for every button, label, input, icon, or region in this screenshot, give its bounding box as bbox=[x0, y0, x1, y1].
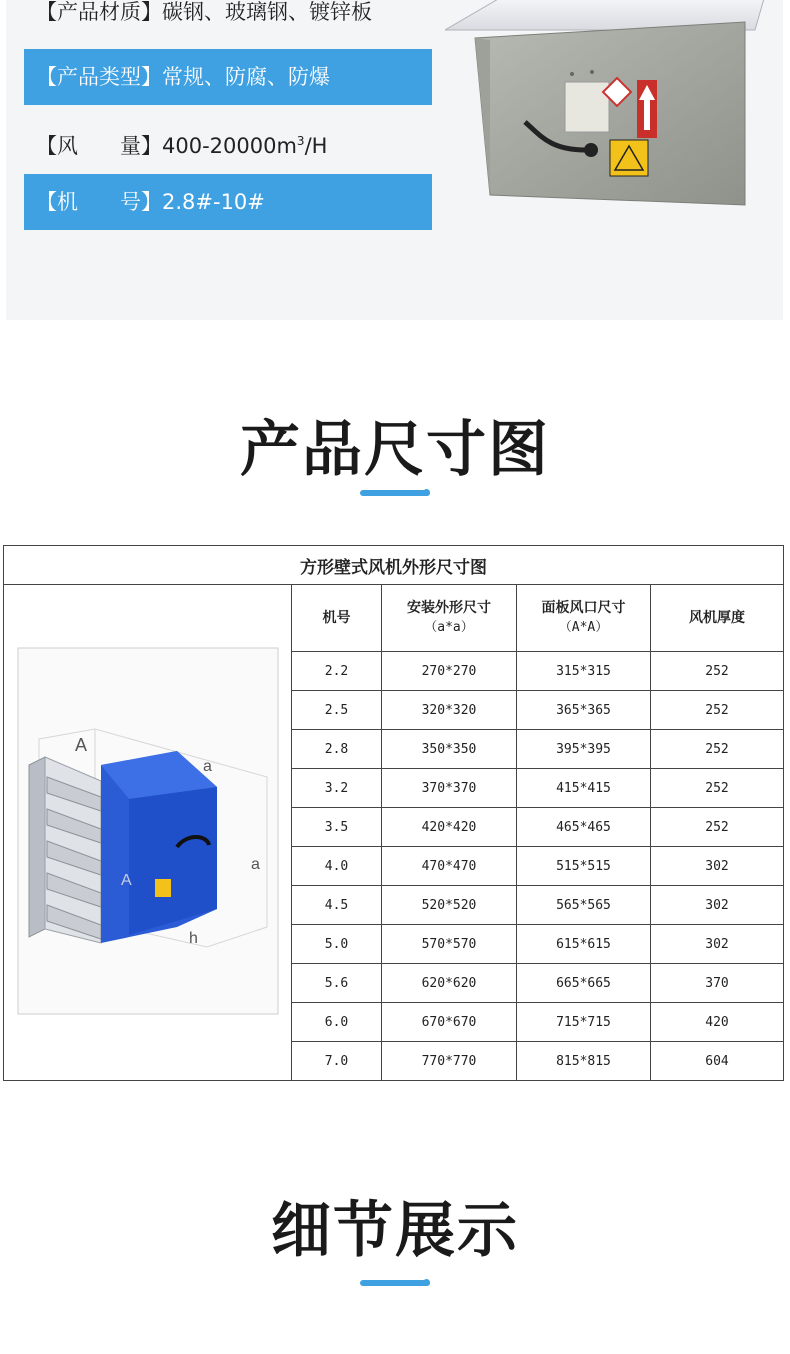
cell-model: 2.2 bbox=[292, 652, 382, 691]
col-header-model: 机号 bbox=[292, 585, 382, 652]
label-a-side: a bbox=[250, 855, 260, 873]
cell-panel-size: 415*415 bbox=[517, 769, 651, 808]
heading-underline bbox=[360, 490, 430, 496]
cell-install-size: 420*420 bbox=[382, 808, 517, 847]
cell-thickness: 302 bbox=[651, 886, 784, 925]
col-header-thickness: 风机厚度 bbox=[651, 585, 784, 652]
spec-material: 【产品材质】碳钢、玻璃钢、镀锌板 bbox=[36, 0, 372, 24]
cell-thickness: 252 bbox=[651, 808, 784, 847]
heading-dot bbox=[423, 489, 430, 496]
cell-install-size: 270*270 bbox=[382, 652, 517, 691]
cell-thickness: 252 bbox=[651, 652, 784, 691]
cell-thickness: 252 bbox=[651, 730, 784, 769]
cell-panel-size: 615*615 bbox=[517, 925, 651, 964]
cell-model: 3.5 bbox=[292, 808, 382, 847]
cell-model: 6.0 bbox=[292, 1003, 382, 1042]
fan-dimension-diagram bbox=[17, 647, 279, 1015]
cell-panel-size: 565*565 bbox=[517, 886, 651, 925]
section-title-details: 细节展示 bbox=[271, 1196, 519, 1266]
cell-model: 5.0 bbox=[292, 925, 382, 964]
cell-thickness: 252 bbox=[651, 691, 784, 730]
cell-panel-size: 465*465 bbox=[517, 808, 651, 847]
cell-panel-size: 395*395 bbox=[517, 730, 651, 769]
cell-panel-size: 365*365 bbox=[517, 691, 651, 730]
cell-panel-size: 315*315 bbox=[517, 652, 651, 691]
section-title-dimensions: 产品尺寸图 bbox=[240, 415, 550, 485]
cell-thickness: 302 bbox=[651, 847, 784, 886]
col-header-install-size: 安装外形尺寸 （a*a） bbox=[382, 585, 517, 652]
cell-install-size: 520*520 bbox=[382, 886, 517, 925]
spec-airflow: 【风 量】$400-20000m^3/H$ bbox=[36, 134, 328, 158]
cell-model: 5.6 bbox=[292, 964, 382, 1003]
cell-thickness: 420 bbox=[651, 1003, 784, 1042]
cell-thickness: 302 bbox=[651, 925, 784, 964]
cell-install-size: 570*570 bbox=[382, 925, 517, 964]
table-title: 方形壁式风机外形尺寸图 bbox=[4, 546, 784, 585]
cell-install-size: 770*770 bbox=[382, 1042, 517, 1081]
cell-model: 3.2 bbox=[292, 769, 382, 808]
cell-model: 7.0 bbox=[292, 1042, 382, 1081]
cell-model: 4.0 bbox=[292, 847, 382, 886]
cell-thickness: 370 bbox=[651, 964, 784, 1003]
label-h: h bbox=[188, 929, 198, 947]
cell-install-size: 620*620 bbox=[382, 964, 517, 1003]
wall-fan-photo bbox=[445, 0, 775, 215]
cell-panel-size: 715*715 bbox=[517, 1003, 651, 1042]
cell-install-size: 470*470 bbox=[382, 847, 517, 886]
cell-model: 2.5 bbox=[292, 691, 382, 730]
cell-install-size: 670*670 bbox=[382, 1003, 517, 1042]
heading-underline bbox=[360, 1280, 430, 1286]
cell-panel-size: 815*815 bbox=[517, 1042, 651, 1081]
cell-install-size: 370*370 bbox=[382, 769, 517, 808]
col-header-panel-size: 面板风口尺寸 （A*A） bbox=[517, 585, 651, 652]
heading-dot bbox=[423, 1279, 430, 1286]
label-A-front: A bbox=[120, 871, 132, 889]
spec-type: 【产品类型】常规、防腐、防爆 bbox=[24, 49, 432, 105]
cell-thickness: 604 bbox=[651, 1042, 784, 1081]
cell-model: 4.5 bbox=[292, 886, 382, 925]
spec-model-number: 【机 号】2.8#-10# bbox=[24, 174, 432, 230]
label-a-top: a bbox=[202, 757, 212, 775]
label-A-top: A bbox=[74, 734, 87, 755]
cell-install-size: 320*320 bbox=[382, 691, 517, 730]
cell-thickness: 252 bbox=[651, 769, 784, 808]
cell-install-size: 350*350 bbox=[382, 730, 517, 769]
cell-panel-size: 665*665 bbox=[517, 964, 651, 1003]
cell-model: 2.8 bbox=[292, 730, 382, 769]
fan-dimension-diagram-cell bbox=[4, 585, 292, 1081]
cell-panel-size: 515*515 bbox=[517, 847, 651, 886]
dimension-table bbox=[3, 545, 784, 1081]
